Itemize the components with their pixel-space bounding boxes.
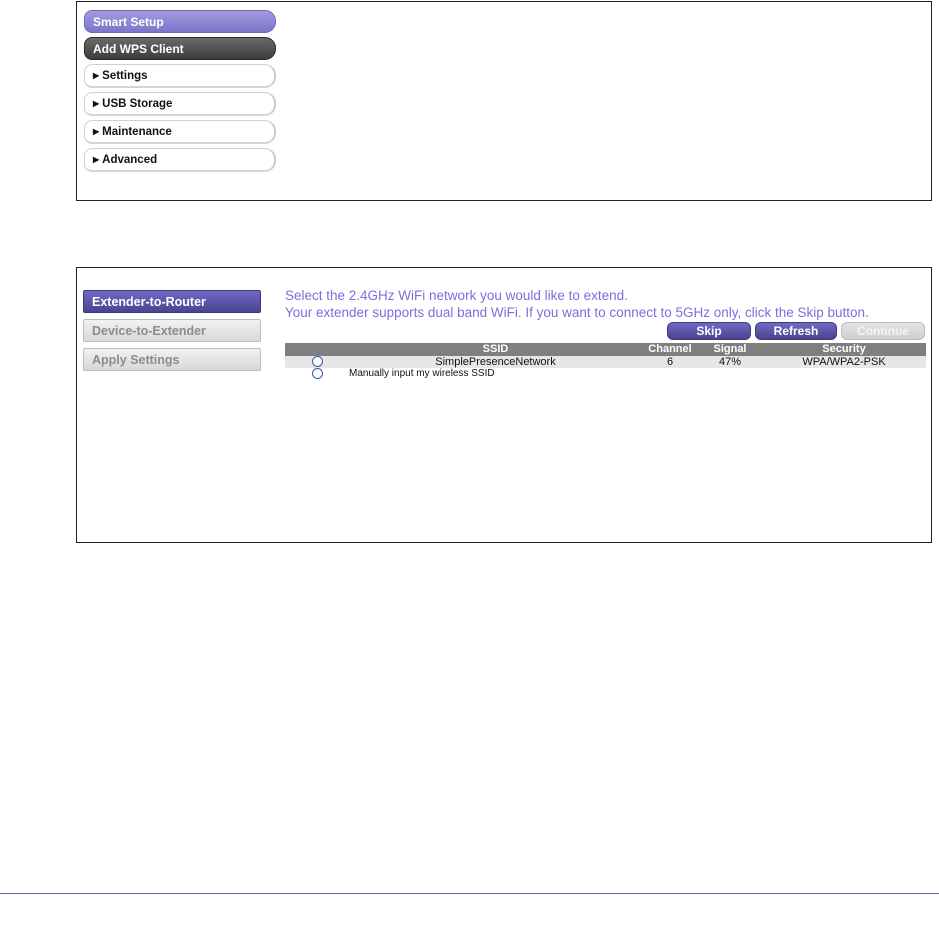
manual-ssid-label: Manually input my wireless SSID [349, 368, 495, 379]
wizard-panel [76, 267, 932, 543]
expand-arrow-icon: ▶ [93, 99, 100, 108]
menu-item-label: Advanced [102, 154, 158, 166]
main-menu [84, 10, 276, 176]
manual-select-cell [285, 368, 349, 380]
menu-item-settings[interactable] [84, 64, 276, 88]
menu-item-maintenance[interactable] [84, 120, 276, 144]
smart-setup-button[interactable]: Smart Setup [84, 10, 276, 33]
footer-divider [0, 893, 939, 894]
step-apply-settings: Apply Settings [83, 348, 261, 371]
network-radio-button[interactable] [312, 356, 323, 367]
add-wps-client-button[interactable]: Add WPS Client [84, 37, 276, 60]
wizard-steps [83, 290, 261, 377]
menu-item-label: Settings [102, 70, 148, 82]
manual-ssid-radio-button[interactable] [312, 368, 323, 379]
menu-item-label: Maintenance [102, 126, 172, 138]
step-device-to-extender: Device-to-Extender [83, 319, 261, 342]
step-extender-to-router[interactable]: Extender-to-Router [83, 290, 261, 313]
signal-cell: 47% [718, 356, 742, 368]
expand-arrow-icon: ▶ [93, 127, 100, 136]
menu-item-advanced[interactable] [84, 148, 276, 172]
menu-item-usb-storage[interactable] [84, 92, 276, 116]
instruction-line-1: Select the 2.4GHz WiFi network you would like to extend. [285, 288, 628, 303]
expand-arrow-icon: ▶ [93, 71, 100, 80]
network-table [285, 343, 926, 380]
header-select [285, 343, 349, 356]
manual-ssid-row[interactable] [285, 368, 926, 380]
refresh-button[interactable]: Refresh [755, 322, 837, 340]
security-cell: WPA/WPA2-PSK [802, 356, 886, 368]
header-security: Security [822, 343, 866, 355]
table-header [285, 343, 926, 356]
header-ssid: SSID [482, 343, 509, 355]
header-signal: Signal [713, 343, 747, 355]
ssid-cell: SimplePresenceNetwork [435, 356, 556, 368]
continue-button: Continue [841, 322, 925, 340]
skip-button[interactable]: Skip [667, 322, 751, 340]
instruction-line-2: Your extender supports dual band WiFi. If you want to connect to 5GHz only, click the Skip button. [285, 305, 869, 320]
network-select-cell [285, 356, 349, 368]
expand-arrow-icon: ▶ [93, 155, 100, 164]
table-row[interactable] [285, 356, 926, 368]
menu-panel [76, 1, 932, 201]
header-channel: Channel [648, 343, 692, 355]
instruction-text [285, 287, 869, 321]
menu-item-label: USB Storage [102, 98, 173, 110]
action-buttons [667, 322, 929, 340]
channel-cell: 6 [666, 356, 674, 368]
